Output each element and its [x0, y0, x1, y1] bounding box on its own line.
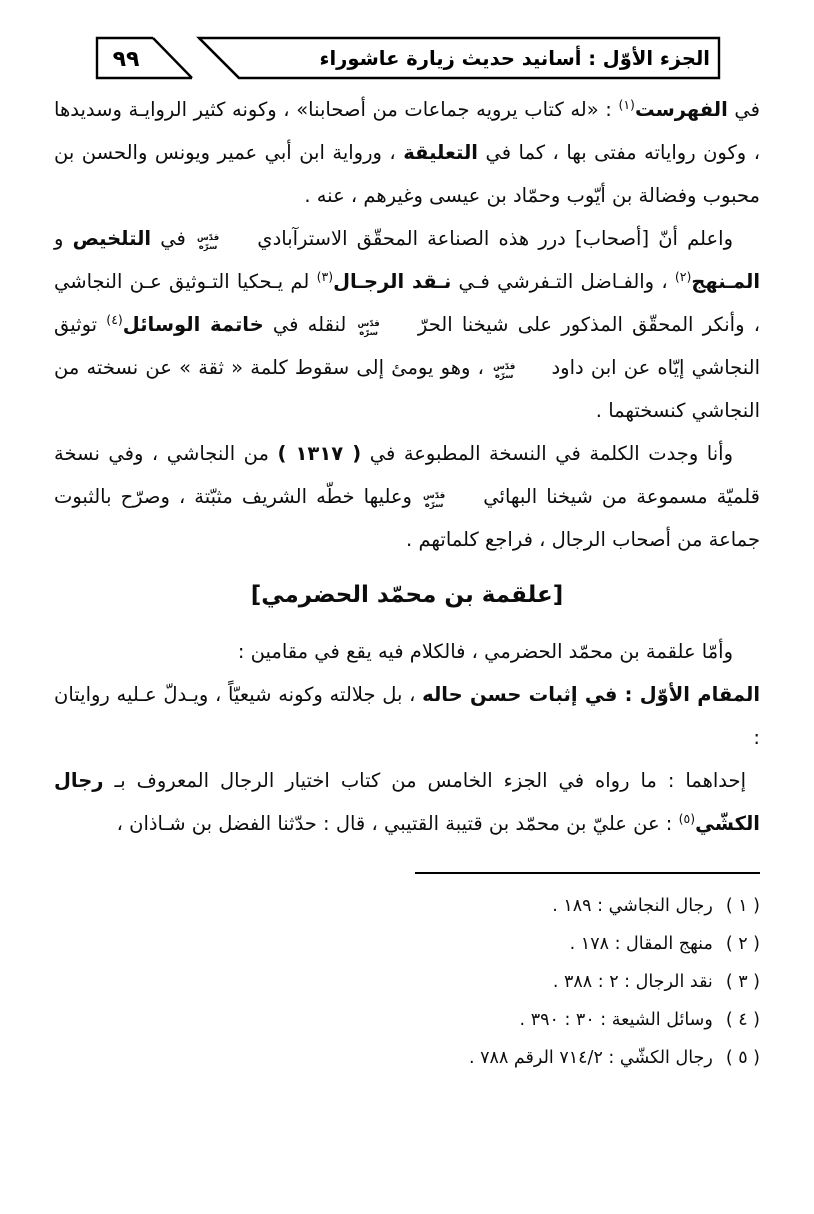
footnote-item	[54, 963, 760, 1001]
header-title: الجزء الأوّل : أسانيد حديث زيارة عاشوراء	[319, 47, 710, 70]
honorific-symbol	[423, 492, 472, 510]
paragraph-4: وأمّا علقمة بن محمّد الحضرمي ، فالكلام فيه يقع في مقامين :	[237, 640, 733, 663]
text-run: : عن عليّ بن محمّد بن قتيبة القتيبي ، قال : حدّثنا الفضل بن شـاذان ،	[116, 812, 679, 835]
print-year: ( ١٣١٧ )	[277, 442, 362, 465]
page-body	[54, 88, 760, 1077]
text-run: : «له كتاب يرويه جماعات من أصحابنا» ، وكونه كثير الروايـة وسديدها ، وكون رواياته مفتى بها ، كما في	[54, 98, 760, 164]
footnote-item	[54, 925, 760, 963]
honorific-top: قدّس	[357, 319, 380, 329]
footnote-number: ( ٢ )	[725, 934, 760, 954]
book-title-taliqa: التعليقة	[403, 141, 478, 164]
text-run: في	[151, 227, 195, 250]
footnote-number: ( ٣ )	[725, 972, 760, 992]
book-title-naqd-rijal: نـقد الرجـال	[333, 270, 452, 293]
book-title-talkhis: التلخيص	[72, 227, 152, 250]
footnote-number: ( ٤ )	[725, 1010, 760, 1030]
text-run: من النجاشي ، وفي نسخة قلميّة مسموعة من شيخنا البهائي	[54, 442, 760, 508]
footnote-separator	[415, 872, 760, 874]
footnote-number: ( ٥ )	[725, 1048, 760, 1068]
text-run: لم يـحكيا التـوثيق عـن النجاشي ، وأنكر المحقّق المذكور على شيخنا الحرّ	[54, 270, 760, 336]
footnote-item	[54, 887, 760, 925]
honorific-bottom: سرّه	[424, 500, 444, 510]
paragraph-6	[54, 759, 760, 845]
honorific-bottom: سرّه	[359, 328, 378, 338]
text-run: وعليها خطّه الشريف مثبّتة ، وصرّح بالثبوت جماعة من أصحاب الرجال ، فراجع كلماتهم .	[54, 485, 760, 551]
footnote-text: رجال الكشّي : ٧١٤/٢ الرقم ٧٨٨ .	[469, 1048, 713, 1068]
honorific-bottom: سرّه	[494, 371, 514, 381]
text-run: وأنا وجدت الكلمة في النسخة المطبوعة في	[361, 442, 734, 465]
honorific-top: قدّس	[493, 362, 516, 372]
honorific-symbol	[493, 363, 542, 381]
paragraph-2	[54, 217, 760, 432]
page-header-banner	[0, 0, 814, 95]
section-heading: [علقمة بن محمّد الحضرمي]	[250, 582, 564, 608]
honorific-symbol	[358, 320, 407, 338]
text-run: و	[54, 227, 73, 250]
honorific-top: قدّس	[196, 233, 220, 243]
text-run: ، ورواية ابن أبي عمير ويونس والحسن بن محبوب وفضالة بن أيّوب وحمّاد بن عيسى وغيرهم ، عنه .	[54, 141, 760, 207]
paragraph-1	[54, 88, 760, 217]
footnote-number: ( ١ )	[725, 896, 760, 916]
text-run: واعلم أنّ [أصحاب] درر هذه الصناعة المحقّق الاسترآبادي	[248, 227, 733, 250]
footnote-text: وسائل الشيعة : ٣٠ : ٣٩٠ .	[519, 1010, 713, 1030]
footnote-text: نقد الرجال : ٢ : ٣٨٨ .	[552, 972, 713, 992]
book-title-rijal-kashshi: رجال الكشّي	[54, 769, 760, 835]
text-run: توثيق النجاشي إيّاه عن ابن داود	[54, 313, 760, 379]
text-run: لنقله في	[263, 313, 356, 336]
text-run: في	[727, 98, 760, 121]
book-title-khatimat-wasail: خاتمة الوسائل	[122, 313, 264, 336]
book-title-fihrist: الفهرست	[634, 98, 728, 121]
footnote-marker-1: (١)	[618, 97, 635, 112]
text-run: إحداهما : ما رواه في الجزء الخامس من كتاب اختيار الرجال المعروف بـ	[103, 769, 746, 792]
book-title-manhaj: المـنهج	[691, 270, 761, 293]
text-run: ، وهو يومئ إلى سقوط كلمة « ثقة » عن نسخته من النجاشي كنسختهما .	[54, 356, 760, 422]
paragraph-3	[54, 432, 760, 561]
honorific-top: قدّس	[423, 491, 446, 501]
footnote-item	[54, 1039, 760, 1077]
footnote-marker-2: (٢)	[674, 269, 692, 284]
paragraph-5	[54, 673, 760, 759]
footnote-text: رجال النجاشي : ١٨٩ .	[552, 896, 713, 916]
footnote-text: منهج المقال : ١٧٨ .	[569, 934, 713, 954]
text-run: ، والفـاضل التـفرشي فـي	[451, 270, 675, 293]
footnote-marker-4: (٤)	[106, 312, 123, 327]
honorific-bottom: سرّه	[198, 242, 218, 252]
footnote-item	[54, 1001, 760, 1039]
footnote-marker-5: (٥)	[678, 811, 696, 826]
footnote-list	[54, 887, 760, 1077]
page-number: ٩٩	[112, 47, 140, 72]
maqam-awwal-label: المقام الأوّل : في إثبات حسن حاله	[422, 683, 761, 706]
footnote-marker-3: (٣)	[316, 269, 334, 284]
honorific-symbol	[197, 234, 246, 252]
text-run: ، بل جلالته وكونه شيعيّاً ، ويـدلّ عـليه روايتان :	[54, 683, 760, 749]
